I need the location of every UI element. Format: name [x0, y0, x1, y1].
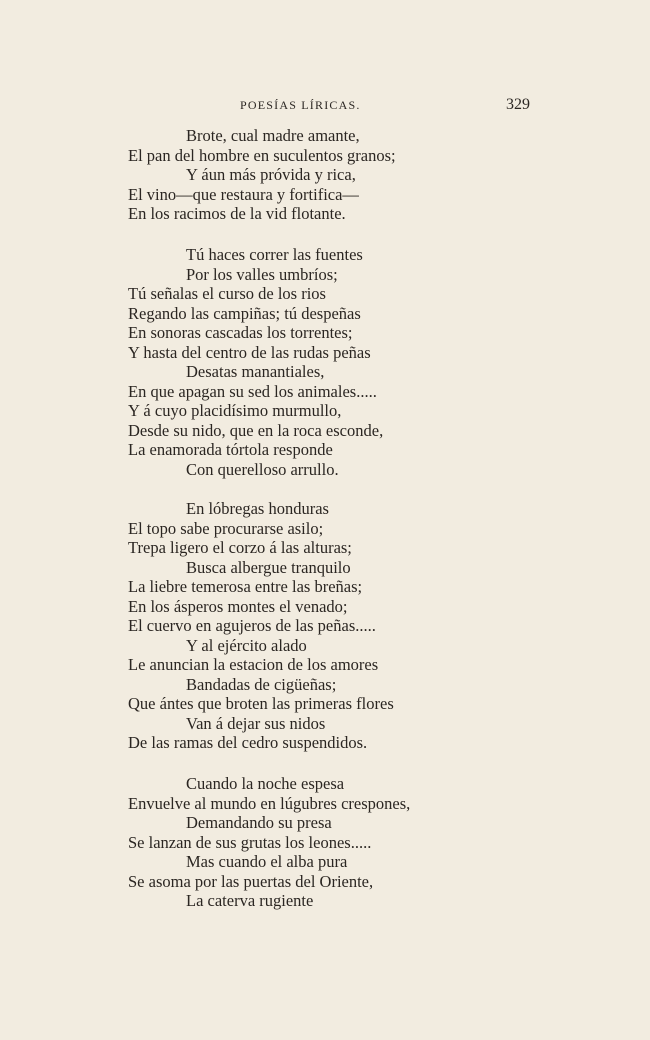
header-title: POESÍAS LÍRICAS. — [240, 98, 361, 112]
verse-line: Cuando la noche espesa — [186, 774, 345, 793]
verse-line: En los racimos de la vid flotante. — [128, 204, 346, 223]
verse-line: Van á dejar sus nidos — [186, 713, 326, 733]
verse-line: Por los valles umbríos; — [186, 264, 338, 284]
verse-line: Tú señalas el curso de los rios — [128, 284, 326, 303]
verse-line: La liebre temerosa entre las breñas; — [128, 577, 363, 596]
verse-line: El topo sabe procurarse asilo; — [128, 518, 324, 538]
verse-line: Le anuncian la estacion de los amores — [128, 655, 379, 674]
verse-line: La enamorada tórtola responde — [128, 440, 333, 459]
verse-line: Trepa ligero el corzo á las alturas; — [128, 538, 352, 557]
verse-line: Bandadas de cigüeñas; — [186, 674, 337, 694]
verse-line: En los ásperos montes el venado; — [128, 596, 348, 616]
verse-line: Y áun más próvida y rica, — [186, 165, 356, 184]
verse-line: La caterva rugiente — [186, 891, 314, 910]
verse-line: El cuervo en agujeros de las peñas..... — [128, 616, 376, 635]
verse-line: Y al ejército alado — [186, 635, 307, 655]
verse-line: Demandando su presa — [186, 813, 332, 832]
verse-line: Busca albergue tranquilo — [186, 557, 351, 577]
verse-line: Brote, cual madre amante, — [186, 126, 360, 145]
verse-line: Desatas manantiales, — [186, 362, 325, 381]
verse-line: Con querelloso arrullo. — [186, 459, 339, 479]
page-number: 329 — [506, 96, 530, 113]
running-head — [0, 96, 650, 116]
verse-line: Que ántes que broten las primeras flores — [128, 694, 394, 713]
verse-line: El vino—que restaura y fortifica— — [128, 184, 359, 204]
verse-line: En que apagan su sed los animales..... — [128, 381, 377, 401]
verse-line: Y hasta del centro de las rudas peñas — [128, 342, 371, 362]
verse-line: Regando las campiñas; tú despeñas — [128, 303, 361, 323]
verse-line: Mas cuando el alba pura — [186, 852, 348, 871]
verse-line: Desde su nido, que en la roca esconde, — [128, 420, 384, 440]
verse-line: Se asoma por las puertas del Oriente, — [128, 871, 374, 891]
verse-line: Se lanzan de sus grutas los leones..... — [128, 832, 372, 852]
verse-line: El pan del hombre en suculentos granos; — [128, 145, 396, 165]
verse-line: Tú haces correr las fuentes — [186, 245, 363, 264]
verse-line: En lóbregas honduras — [186, 499, 329, 518]
verse-line: En sonoras cascadas los torrentes; — [128, 323, 353, 342]
verse-line: Y á cuyo placidísimo murmullo, — [128, 401, 342, 420]
verse-line: Envuelve al mundo en lúgubres crespones, — [128, 793, 411, 813]
verse-line: De las ramas del cedro suspendidos. — [128, 733, 368, 752]
